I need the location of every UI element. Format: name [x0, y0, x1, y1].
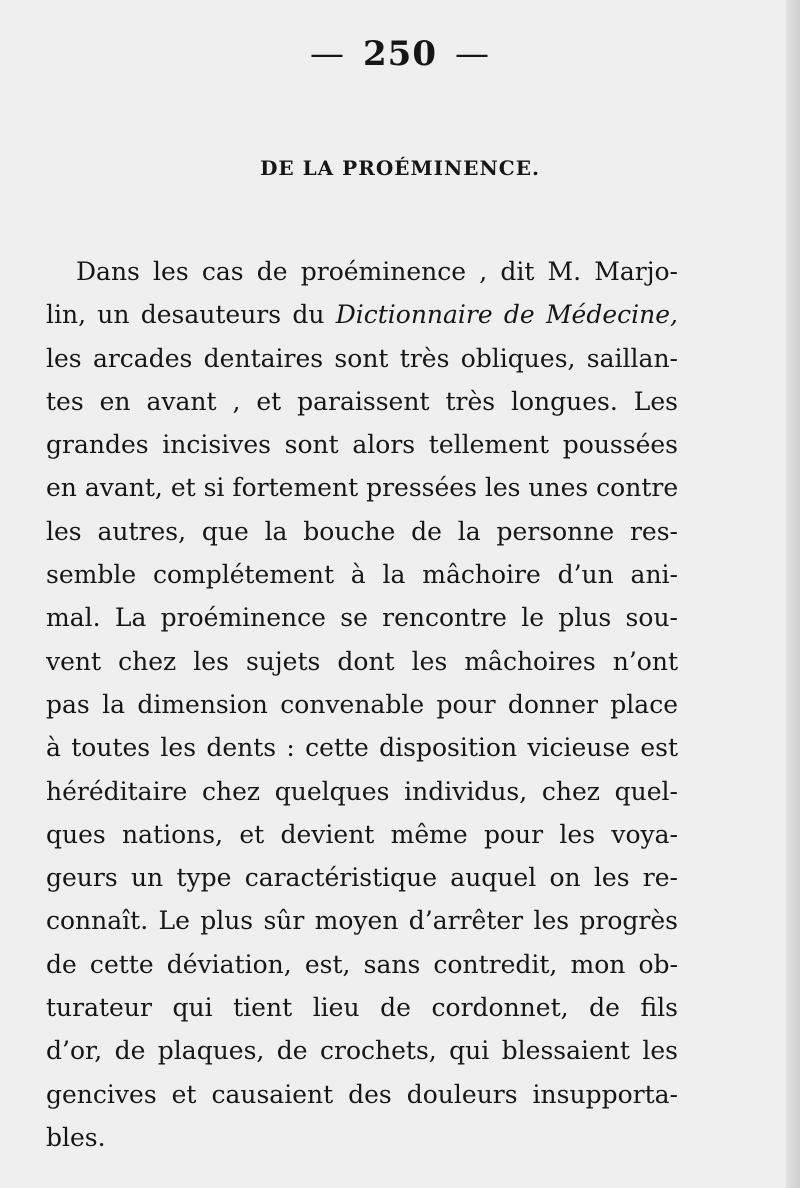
- text-line: gencives et causaient des douleurs insupporta-: [46, 1079, 678, 1109]
- page-number: 250: [363, 34, 437, 74]
- text-line: mal. La proéminence se rencontre le plus sou-: [46, 603, 678, 633]
- text-line: les autres, que la bouche de la personne res-: [46, 516, 678, 546]
- text-line: Dans les cas de proéminence , dit M. Marjo-: [76, 257, 678, 286]
- text-line: d’or, de plaques, de crochets, qui blessaient les: [46, 1036, 678, 1066]
- text-line: en avant, et si fortement pressées les unes contre: [46, 473, 679, 503]
- text-line: vent chez les sujets dont les mâchoires n’ont: [46, 646, 678, 676]
- text-line: connaît. Le plus sûr moyen d’arrêter les progrès: [46, 906, 678, 936]
- text-line: geurs un type caractéristique auquel on les re-: [46, 863, 678, 893]
- text-line: semble complétement à la mâchoire d’un ani-: [46, 560, 678, 590]
- page-number-header: [0, 34, 800, 74]
- italic-title: Dictionnaire de Médecine,: [335, 300, 678, 330]
- text-line: ques nations, et devient même pour les voya-: [46, 819, 678, 849]
- section-heading: DE LA PROÉMINENCE.: [260, 156, 540, 180]
- text-line-last: bles.: [46, 1122, 106, 1152]
- body-paragraph: [46, 250, 678, 1159]
- text-line: les arcades dentaires sont très obliques, saillan-: [46, 343, 678, 373]
- text-line: grandes incisives sont alors tellement poussées: [46, 430, 678, 460]
- text-line: tes en avant , et paraissent très longues. Les: [46, 386, 678, 416]
- text-line-part: lin, un desauteurs du: [46, 300, 336, 330]
- text-line: héréditaire chez quelques individus, chez quel-: [46, 776, 678, 806]
- text-line: pas la dimension convenable pour donner place: [46, 689, 678, 719]
- text-line: turateur qui tient lieu de cordonnet, de fils: [46, 993, 678, 1023]
- header-dash-right: —: [454, 34, 490, 74]
- text-line: à toutes les dents : cette disposition vicieuse est: [46, 733, 678, 763]
- header-dash-left: —: [310, 34, 345, 74]
- text-line: [46, 293, 678, 336]
- text-line: de cette déviation, est, sans contredit, mon ob-: [46, 949, 678, 979]
